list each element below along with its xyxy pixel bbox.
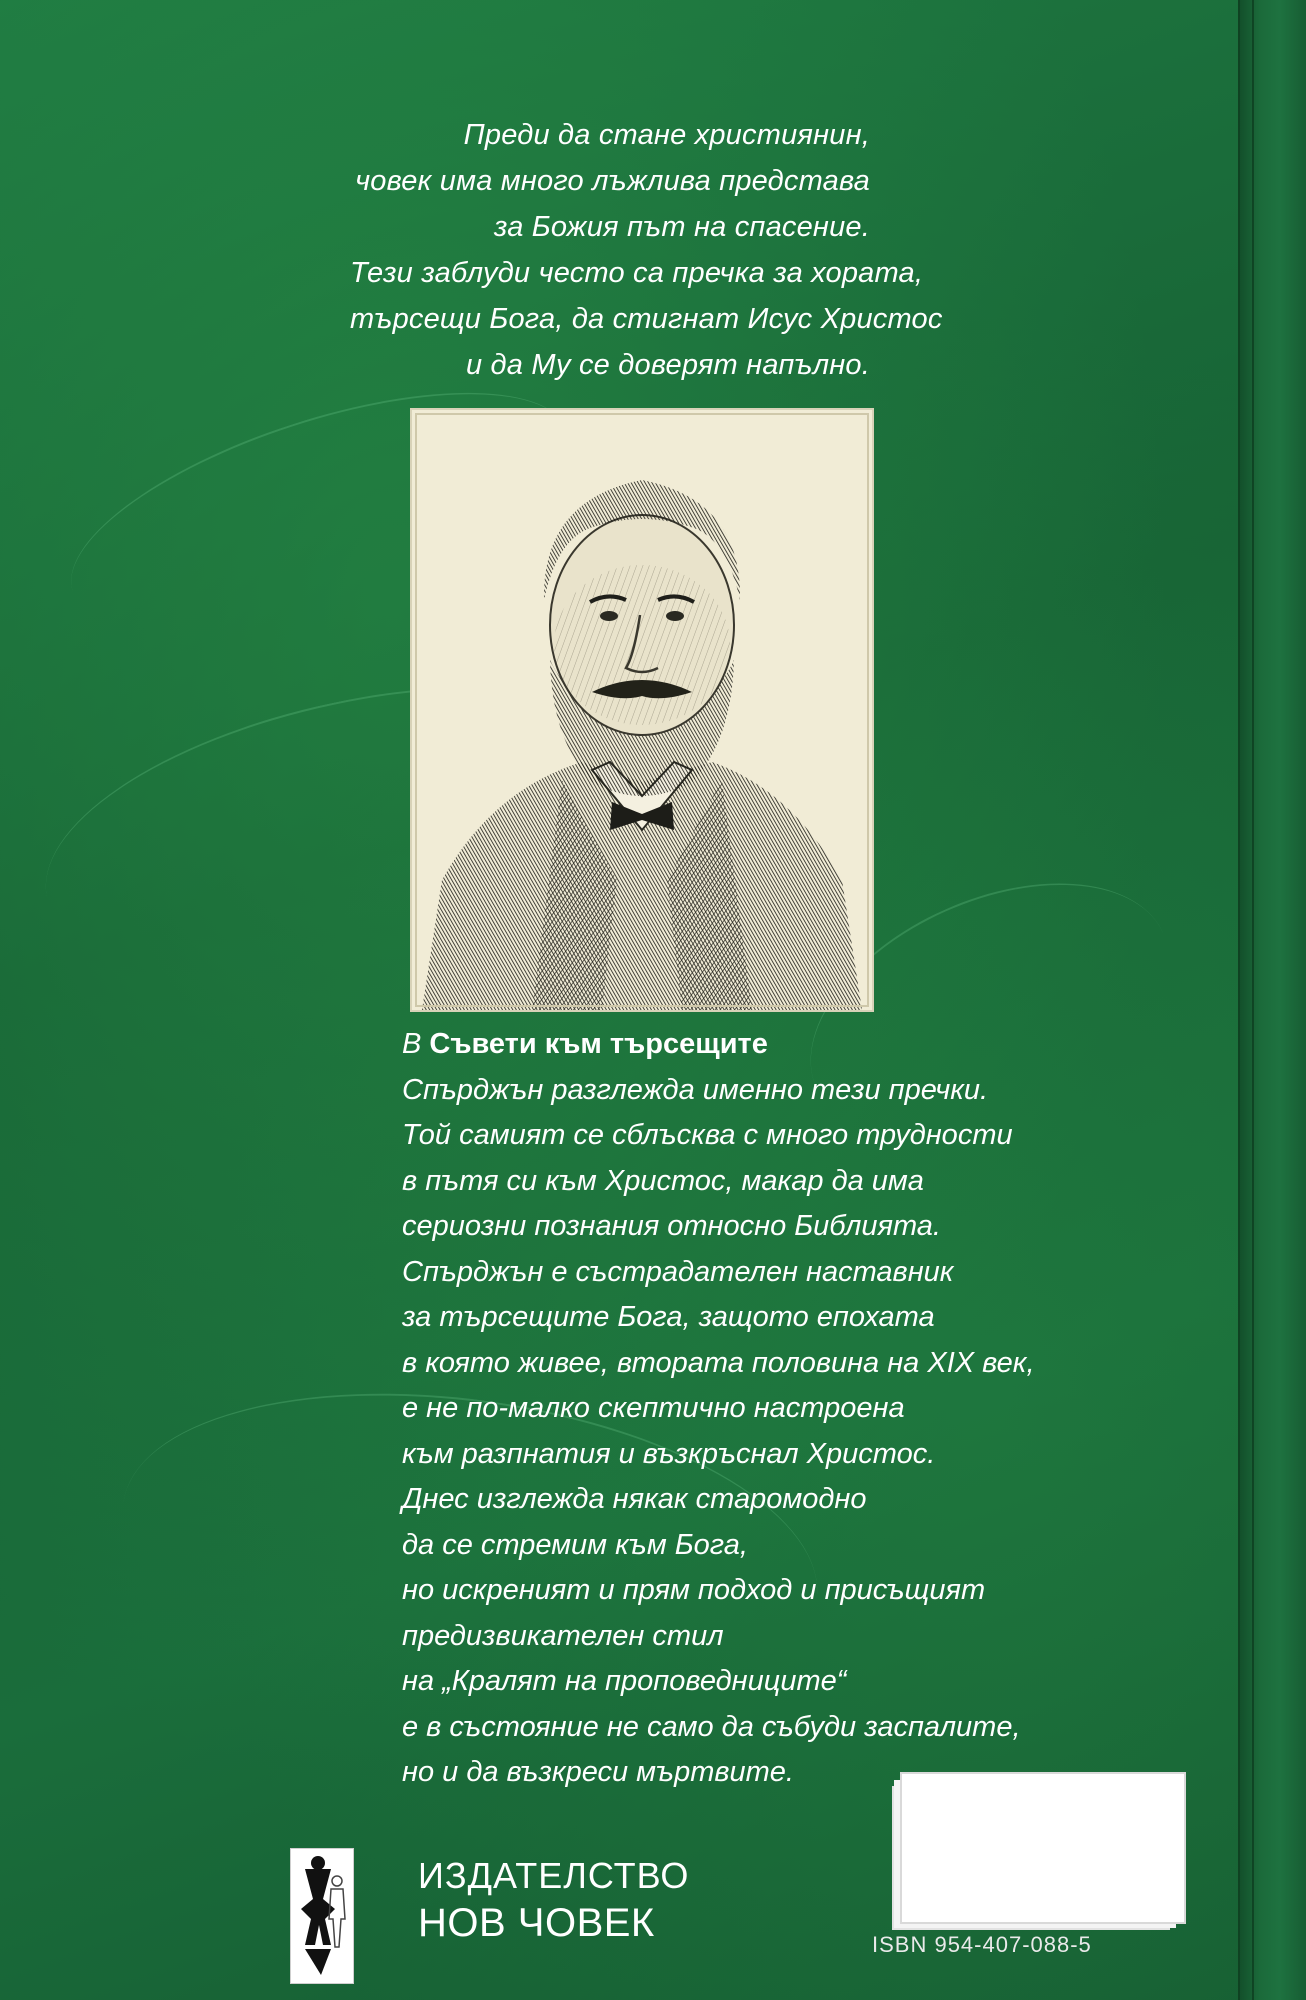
body-line: в която живее, втората половина на XIX век, (402, 1346, 1035, 1379)
intro-line: човек има много лъжлива представа (355, 165, 870, 197)
body-line: но и да възкреси мъртвите. (402, 1756, 794, 1788)
body-line: Днес изглежда някак старомодно (402, 1483, 867, 1515)
intro-line: и да Му се доверят напълно. (465, 349, 870, 381)
body-line: е в състояние не само да събуди заспалите, (402, 1710, 1021, 1743)
description-paragraph (402, 1022, 1102, 1796)
body-line: предизвикателен стил (402, 1619, 724, 1652)
isbn-number: ISBN 954-407-088-5 (872, 1932, 1092, 1957)
body-line: е не по-малко скептично настроена (402, 1392, 905, 1424)
body-line: Спърджън разглежда именно тези пречки. (402, 1073, 989, 1106)
intro-paragraph (350, 112, 943, 388)
intro-line: Тези заблуди често са пречка за хората, (350, 257, 924, 289)
body-line: Той самият се сблъсква с много трудности (402, 1119, 1013, 1151)
lead-prefix: В (402, 1028, 430, 1060)
author-portrait (410, 408, 874, 1012)
body-line: да се стремим към Бога, (402, 1528, 748, 1561)
intro-line: за Божия път на спасение. (493, 211, 870, 243)
body-line: на „Кралят на проповедниците“ (402, 1665, 847, 1697)
human-figures-logo-icon (290, 1848, 354, 1984)
publisher-line-1: ИЗДАТЕЛСТВО (418, 1855, 690, 1896)
body-line: сериозни познания относно Библията. (402, 1210, 941, 1242)
lead-line (402, 1022, 1102, 1068)
body-line: към разпнатия и възкръснал Христос. (402, 1437, 936, 1470)
body-line: но искреният и прям подход и присъщият (402, 1574, 986, 1606)
portrait-engraving (412, 410, 872, 1010)
book-title: Съвети към търсещите (429, 1028, 768, 1060)
publisher-line-2: НОВ ЧОВЕК (418, 1901, 655, 1945)
body-line: за търсещите Бога, защото епохата (402, 1301, 935, 1333)
intro-line: търсещи Бога, да стигнат Исус Христос (350, 303, 943, 335)
body-line: Спърджън е състрадателен наставник (402, 1255, 954, 1288)
intro-line: Преди да стане християнин, (463, 119, 870, 151)
price-sticker (900, 1772, 1186, 1924)
book-spine (1238, 0, 1306, 2000)
publisher-name (418, 1854, 689, 1948)
spine-fold-line (1252, 0, 1254, 2000)
body-line: в пътя си към Христос, макар да има (402, 1164, 924, 1197)
